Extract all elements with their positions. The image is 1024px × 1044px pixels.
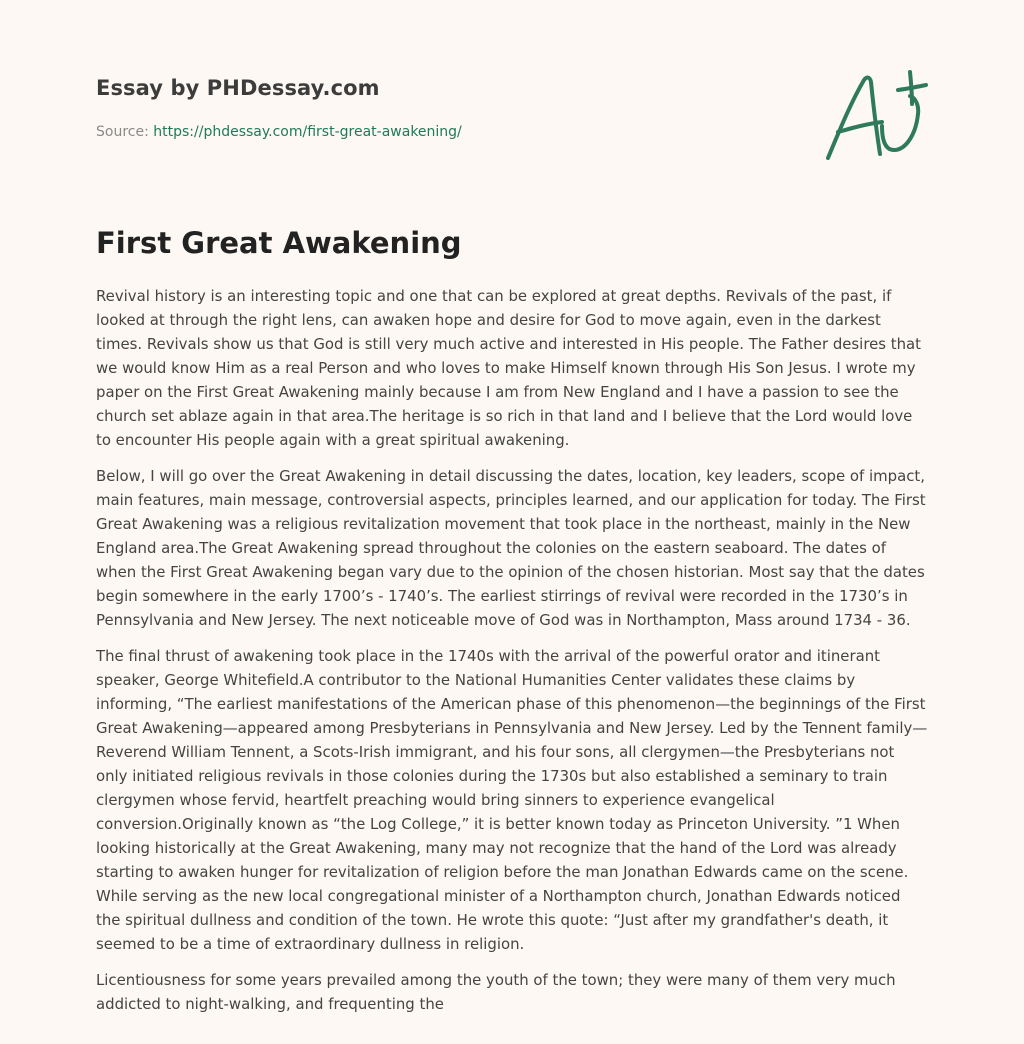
source-link[interactable]: https://phdessay.com/first-great-awakening/ <box>153 124 462 140</box>
essay-paragraph: Licentiousness for some years prevailed among the youth of the town; they were many of them very much addicted to night-walking, and frequenting the <box>96 971 896 1013</box>
essay-title: First Great Awakening <box>96 226 462 260</box>
a-plus-logo-icon <box>824 68 928 164</box>
essay-paragraph: The final thrust of awakening took place in the 1740s with the arrival of the powerful orator and itinerant speaker, George Whitefield.A contributor to the National Humanities Center validates these claims by informing, “The earliest manifestations of the American phase of this phenomenon—the beginnings of the First Great Awakening—appeared among Presbyterians in Pennsylvania and New Jersey. Led by the Tennent family—Reverend William Tennent, a Scots-Irish immigrant, and his four sons, all clergymen—the Presbyterians not only initiated religious revivals in those colonies during the 1730s but also established a seminary to train clergymen whose fervid, heartfelt preaching would bring sinners to experience evangelical conversion.Originally known as “the Log College,” it is better known today as Princeton University. ”1 When looking historically at the Great Awakening, many may not recognize that the hand of the Lord was already starting to awaken hunger for revitalization of religion before the man Jonathan Edwards came on the scene. While serving as the new local congregational minister of a Northampton church, Jonathan Edwards noticed the spiritual dullness and condition of the town. He wrote this quote: “Just after my grandfather's death, it seemed to be a time of extraordinary dullness in religion. <box>96 647 928 953</box>
brand-title: Essay by PHDessay.com <box>96 76 380 100</box>
essay-paragraph: Below, I will go over the Great Awakening in detail discussing the dates, location, key leaders, scope of impact, main features, main message, controversial aspects, principles learned, and our application for today. The First Great Awakening was a religious revitalization movement that took place in the northeast, mainly in the New England area.The Great Awakening spread throughout the colonies on the eastern seaboard. The dates of when the First Great Awakening began vary due to the opinion of the chosen historian. Most say that the dates begin somewhere in the early 1700’s - 1740’s. The earliest stirrings of revival were recorded in the 1730’s in Pennsylvania and New Jersey. The next noticeable move of God was in Northampton, Mass around 1734 - 36. <box>96 467 926 629</box>
source-line <box>96 124 462 140</box>
essay-body <box>96 284 928 1028</box>
source-label: Source: <box>96 124 154 140</box>
essay-paragraph: Revival history is an interesting topic and one that can be explored at great depths. Revivals of the past, if looked at through the right lens, can awaken hope and desire for God to move again, even in the darkest times. Revivals show us that God is still very much active and interested in His people. The Father desires that we would know Him as a real Person and who loves to make Himself known through His Son Jesus. I wrote my paper on the First Great Awakening mainly because I am from New England and I have a passion to see the church set ablaze again in that area.The heritage is so rich in that land and I believe that the Lord would love to encounter His people again with a great spiritual awakening. <box>96 287 922 449</box>
